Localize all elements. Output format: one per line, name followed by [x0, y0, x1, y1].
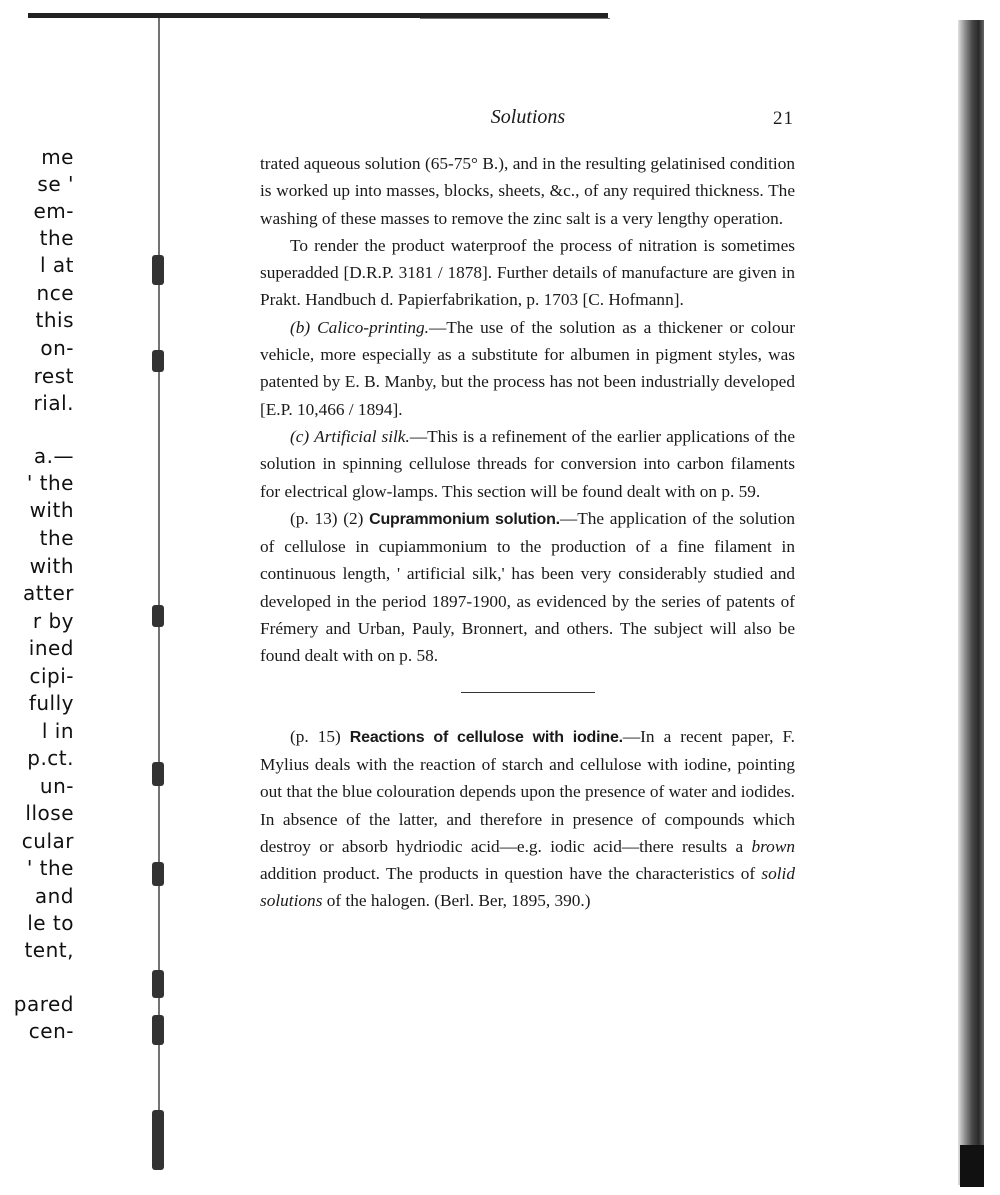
- prev-line: ' the: [26, 471, 74, 495]
- prev-line: a.—: [33, 444, 74, 468]
- paragraph-artificial-silk: [260, 423, 795, 505]
- prev-line: ' the: [26, 856, 74, 880]
- item-prefix: (b): [290, 317, 311, 337]
- prev-line: me: [41, 145, 74, 169]
- item-prefix: (p. 15): [290, 726, 341, 746]
- prev-line: cipi-: [29, 664, 74, 688]
- previous-page-fragment: [0, 0, 150, 1195]
- item-body: —The application of the solution of cellulose in cupiammonium to the production of a fine filament in continuous length, ' artificial silk,' has been very considerably studied and developed in the period 1897-1900, as evidenced by the series of patents of Frémery and Urban, Pauly, Bronnert, and others. The subject will also be found dealt with on p. 58.: [260, 508, 795, 666]
- section-heading: Reactions of cellulose with iodine.: [349, 728, 623, 746]
- item-body: —The use of the solution as a thickener or colour vehicle, more especially as a substitute for albumen in pigment styles, was patented by E. B. Manby, but the process has not been industrially developed [E.P. 10,466 / 1894].: [260, 317, 795, 419]
- prev-line: and: [34, 884, 74, 908]
- item-prefix: (c): [290, 426, 310, 446]
- gutter-mark: [152, 350, 164, 372]
- paragraph-iodine: [260, 723, 795, 915]
- prev-line: l at: [39, 253, 74, 277]
- paragraph-continuation: trated aqueous solution (65-75° B.), and in the resulting gelatinised condition is worked up into masses, blocks, sheets, &c., of any required thickness. The washing of these masses to remove the zinc salt is a very lengthy operation.: [260, 154, 795, 228]
- prev-line: em-: [33, 199, 74, 223]
- paragraph-calico-printing: [260, 314, 795, 423]
- prev-line: the: [39, 226, 74, 250]
- prev-line: nce: [36, 281, 74, 305]
- prev-line: l in: [41, 719, 74, 743]
- item-body: —In a recent paper, F. Mylius deals with the reaction of starch and cellulose with iodine, pointing out that the blue colouration depends upon the presence of water and iodides. In absence of the latter, and therefore in presence of compounds which destroy or absorb hydriodic acid—e.g. iodic acid—there results a: [260, 726, 796, 856]
- prev-line: the: [39, 526, 74, 550]
- item-title: Calico-printing.: [317, 317, 429, 337]
- paragraph-nitration: To render the product waterproof the process of nitration is sometimes superadded [D.R.P. 3181 / 1878]. Further details of manufacture are given in Prakt. Handbuch d. Papierfabrikation, p. 1703 [C. Hofmann].: [260, 235, 795, 310]
- gutter-mark: [152, 862, 164, 886]
- item-body: addition product. The products in question have the characteristics of: [260, 864, 756, 884]
- prev-line: le to: [27, 911, 74, 935]
- prev-line: rest: [33, 364, 74, 388]
- item-title: Artificial silk.: [314, 426, 410, 446]
- prev-line: with: [29, 554, 74, 578]
- gutter-mark: [152, 762, 164, 786]
- prev-line: llose: [25, 801, 74, 825]
- gutter-mark: [152, 255, 164, 285]
- prev-line: tent,: [24, 938, 74, 962]
- item-body: —This is a refinement of the earlier applications of the solution in spinning cellulose threads for conversion into carbon filaments for electrical glow-lamps. This section will be found dealt with on p. 59.: [260, 426, 795, 501]
- section-divider: [461, 692, 595, 693]
- prev-line: p.ct.: [27, 746, 74, 770]
- page-number: 21: [773, 108, 794, 129]
- item-body: of the halogen. (Berl. Ber, 1895, 390.): [326, 891, 591, 911]
- gutter-mark: [152, 1015, 164, 1045]
- prev-line: un-: [39, 774, 74, 798]
- page-edge-corner: [960, 1145, 984, 1187]
- gutter-mark: [152, 605, 164, 627]
- prev-line: with: [29, 498, 74, 522]
- prev-line: atter: [23, 581, 74, 605]
- prev-line: cen-: [28, 1019, 74, 1043]
- top-rule-thin: [420, 18, 610, 19]
- page-edge-shadow: [958, 20, 984, 1185]
- prev-line: pared: [13, 992, 74, 1016]
- prev-line: ined: [28, 636, 74, 660]
- gutter-mark: [152, 970, 164, 998]
- section-heading: Cuprammonium solution.: [369, 510, 560, 528]
- main-text: [260, 150, 795, 915]
- item-prefix: (p. 13) (2): [290, 508, 364, 528]
- prev-line: rial.: [33, 391, 74, 415]
- gutter-mark: [152, 1110, 164, 1170]
- prev-line: on-: [40, 336, 74, 360]
- prev-line: cular: [21, 829, 74, 853]
- page-header: [262, 106, 794, 134]
- prev-line: r by: [32, 609, 74, 633]
- prev-line: this: [35, 308, 74, 332]
- running-title: Solutions: [490, 106, 566, 128]
- emphasis: brown: [751, 836, 795, 856]
- emphasis: solid solutions: [260, 864, 795, 911]
- prev-line: fully: [28, 691, 74, 715]
- prev-line: se ': [37, 172, 74, 196]
- paragraph-cuprammonium: [260, 505, 795, 670]
